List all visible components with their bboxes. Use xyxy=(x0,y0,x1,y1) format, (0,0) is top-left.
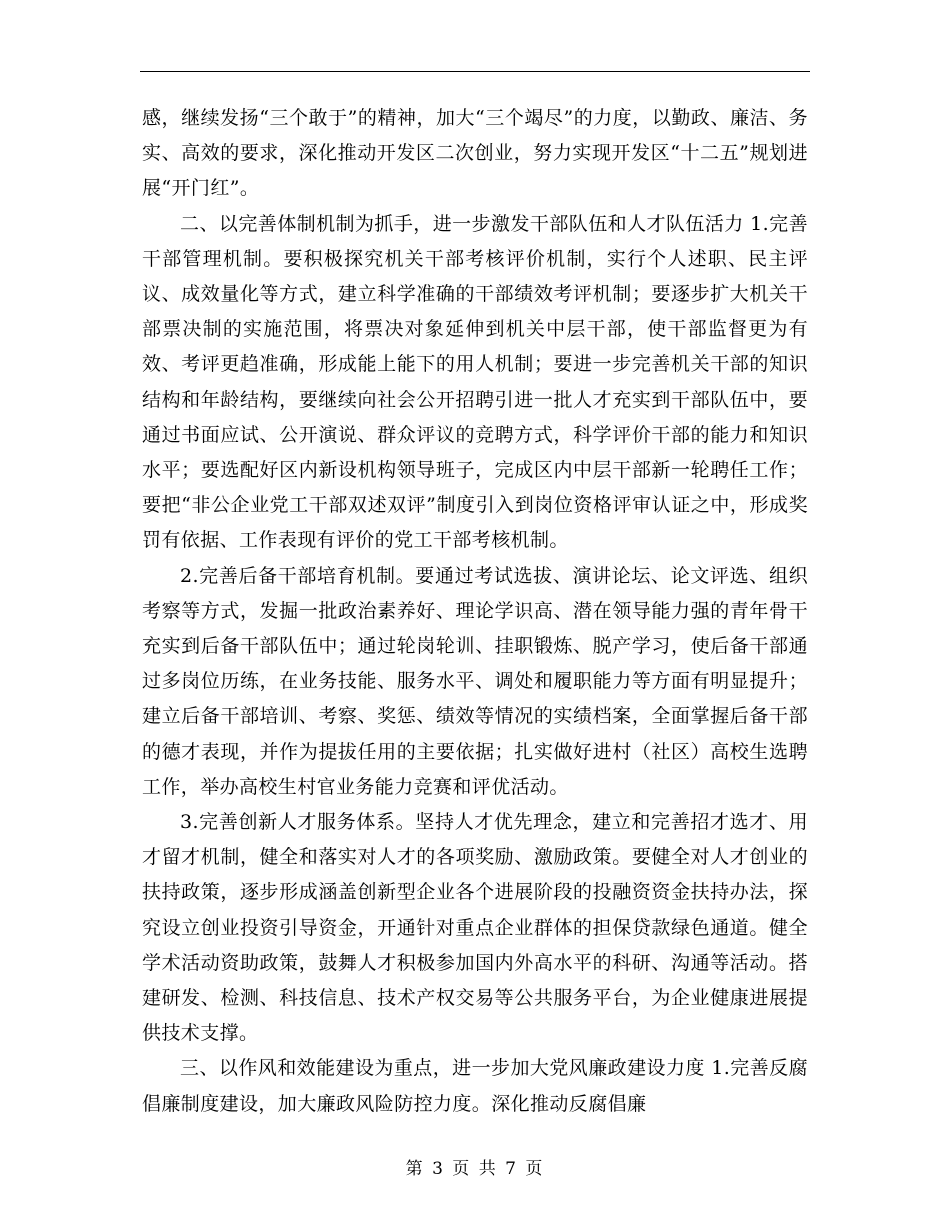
paragraph-item-three: 3.完善创新人才服务体系。坚持人才优先理念，建立和完善招才选才、用才留才机制，健全和落实对人才的各项奖励、激励政策。要健全对人才创业的扶持政策，逐步形成涵盖创新型企业各个进展阶段的投融资资金扶持办法，探究设立创业投资引导资金，开通针对重点企业群体的担保贷款绿色通道。健全学术活动资助政策，鼓舞人才积极参加国内外高水平的科研、沟通等活动。搭建研发、检测、科技信息、技术产权交易等公共服务平台，为企业健康进展提供技术支撑。 xyxy=(142,811,808,1045)
header-rule xyxy=(140,71,810,72)
document-body xyxy=(142,101,808,1122)
page-number-footer: 第 3 页 共 7 页 xyxy=(405,1159,545,1179)
paragraph-section-three: 三、以作风和效能建设为重点，进一步加大党风廉政建设力度 1.完善反腐倡廉制度建设，加大廉政风险防控力度。深化推动反腐倡廉 xyxy=(142,1057,808,1115)
paragraph-item-two: 2.完善后备干部培育机制。要通过考试选拔、演讲论坛、论文评选、组织考察等方式，发掘一批政治素养好、理论学识高、潜在领导能力强的青年骨干充实到后备干部队伍中；通过轮岗轮训、挂职锻炼、脱产学习，使后备干部通过多岗位历练，在业务技能、服务水平、调处和履职能力等方面有明显提升；建立后备干部培训、考察、奖惩、绩效等情况的实绩档案，全面掌握后备干部的德才表现，并作为提拔任用的主要依据；扎实做好进村（社区）高校生选聘工作，举办高校生村官业务能力竞赛和评优活动。 xyxy=(142,564,808,798)
paragraph-continuation: 感，继续发扬“三个敢于”的精神，加大“三个竭尽”的力度，以勤政、廉洁、务实、高效的要求，深化推动开发区二次创业，努力实现开发区“十二五”规划进展“开门红”。 xyxy=(142,107,808,200)
paragraph-section-two: 二、以完善体制机制为抓手，进一步激发干部队伍和人才队伍活力 1.完善干部管理机制。要积极探究机关干部考核评价机制，实行个人述职、民主评议、成效量化等方式，建立科学准确的干部绩效考评机制；要逐步扩大机关干部票决制的实施范围，将票决对象延伸到机关中层干部，使干部监督更为有效、考评更趋准确，形成能上能下的用人机制；要进一步完善机关干部的知识结构和年龄结构，要继续向社会公开招聘引进一批人才充实到干部队伍中，要通过书面应试、公开演说、群众评议的竞聘方式，科学评价干部的能力和知识水平；要选配好区内新设机构领导班子，完成区内中层干部新一轮聘任工作；要把“非公企业党工干部双述双评”制度引入到岗位资格评审认证之中，形成奖罚有依据、工作表现有评价的党工干部考核机制。 xyxy=(142,212,808,552)
